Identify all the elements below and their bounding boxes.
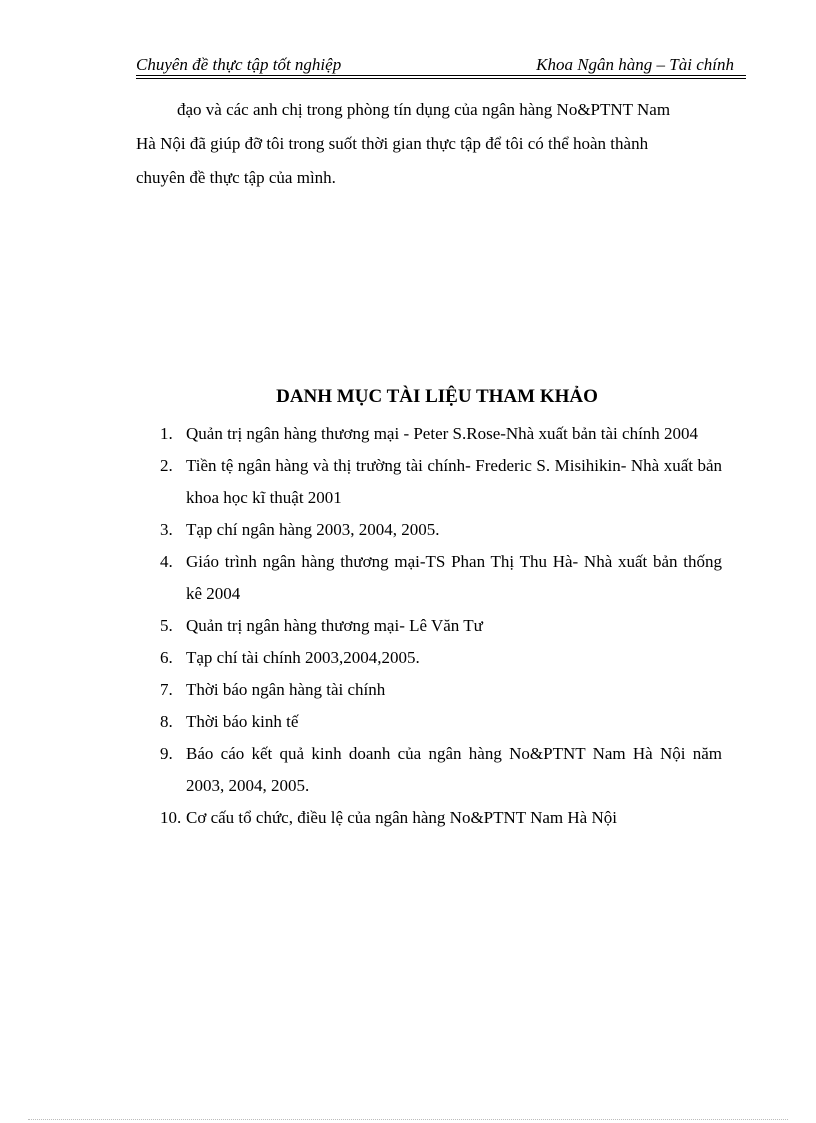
reference-item: [136, 802, 722, 834]
reference-number: 10.: [160, 808, 182, 827]
references-title: DANH MỤC TÀI LIỆU THAM KHẢO: [276, 386, 598, 407]
reference-item: [136, 514, 722, 546]
references-list: [136, 418, 722, 834]
reference-text: Quản trị ngân hàng thương mại- Lê Văn Tư: [186, 616, 483, 635]
reference-item: [136, 418, 722, 450]
reference-text: Báo cáo kết quả kinh doanh của ngân hàng No&PTNT Nam Hà Nội năm 2003, 2004, 2005.: [186, 744, 722, 795]
intro-line: đạo và các anh chị trong phòng tín dụng của ngân hàng No&PTNT Nam: [177, 100, 671, 119]
reference-number: 3.: [160, 520, 173, 539]
reference-text: Giáo trình ngân hàng thương mại-TS Phan Thị Thu Hà- Nhà xuất bản thống kê 2004: [186, 552, 722, 603]
reference-item: [136, 610, 722, 642]
reference-item: [136, 706, 722, 738]
reference-number: 7.: [160, 680, 173, 699]
reference-item: [136, 642, 722, 674]
reference-number: 8.: [160, 712, 173, 731]
reference-item: [136, 738, 722, 802]
reference-number: 9.: [160, 744, 173, 763]
reference-text: Thời báo ngân hàng tài chính: [186, 680, 386, 699]
footer-dotted-rule: [28, 1119, 788, 1120]
header-left-text: Chuyên đề thực tập tốt nghiệp: [136, 55, 342, 74]
reference-number: 4.: [160, 552, 173, 571]
reference-item: [136, 546, 722, 610]
header-rule: [136, 75, 746, 76]
reference-text: Thời báo kinh tế: [186, 712, 299, 731]
reference-text: Quản trị ngân hàng thương mại - Peter S.Rose-Nhà xuất bản tài chính 2004: [186, 424, 699, 443]
intro-line: chuyên đề thực tập của mình.: [136, 168, 336, 187]
page-header: [136, 54, 746, 76]
reference-text: Cơ cấu tổ chức, điều lệ của ngân hàng No&PTNT Nam Hà Nội: [186, 808, 617, 827]
reference-text: Tiền tệ ngân hàng và thị trường tài chính- Frederic S. Misihikin- Nhà xuất bản khoa học kĩ thuật 2001: [186, 456, 722, 507]
reference-item: [136, 674, 722, 706]
header-right-text: Khoa Ngân hàng – Tài chính: [536, 55, 734, 74]
header-rule-double: [136, 78, 746, 79]
reference-number: 6.: [160, 648, 173, 667]
reference-text: Tạp chí ngân hàng 2003, 2004, 2005.: [186, 520, 440, 539]
reference-number: 5.: [160, 616, 173, 635]
intro-line: Hà Nội đã giúp đỡ tôi trong suốt thời gian thực tập để tôi có thể hoàn thành: [136, 134, 649, 153]
reference-item: [136, 450, 722, 514]
reference-text: Tạp chí tài chính 2003,2004,2005.: [186, 648, 420, 667]
reference-number: 2.: [160, 456, 173, 475]
intro-paragraph: [136, 93, 738, 195]
reference-number: 1.: [160, 424, 173, 443]
